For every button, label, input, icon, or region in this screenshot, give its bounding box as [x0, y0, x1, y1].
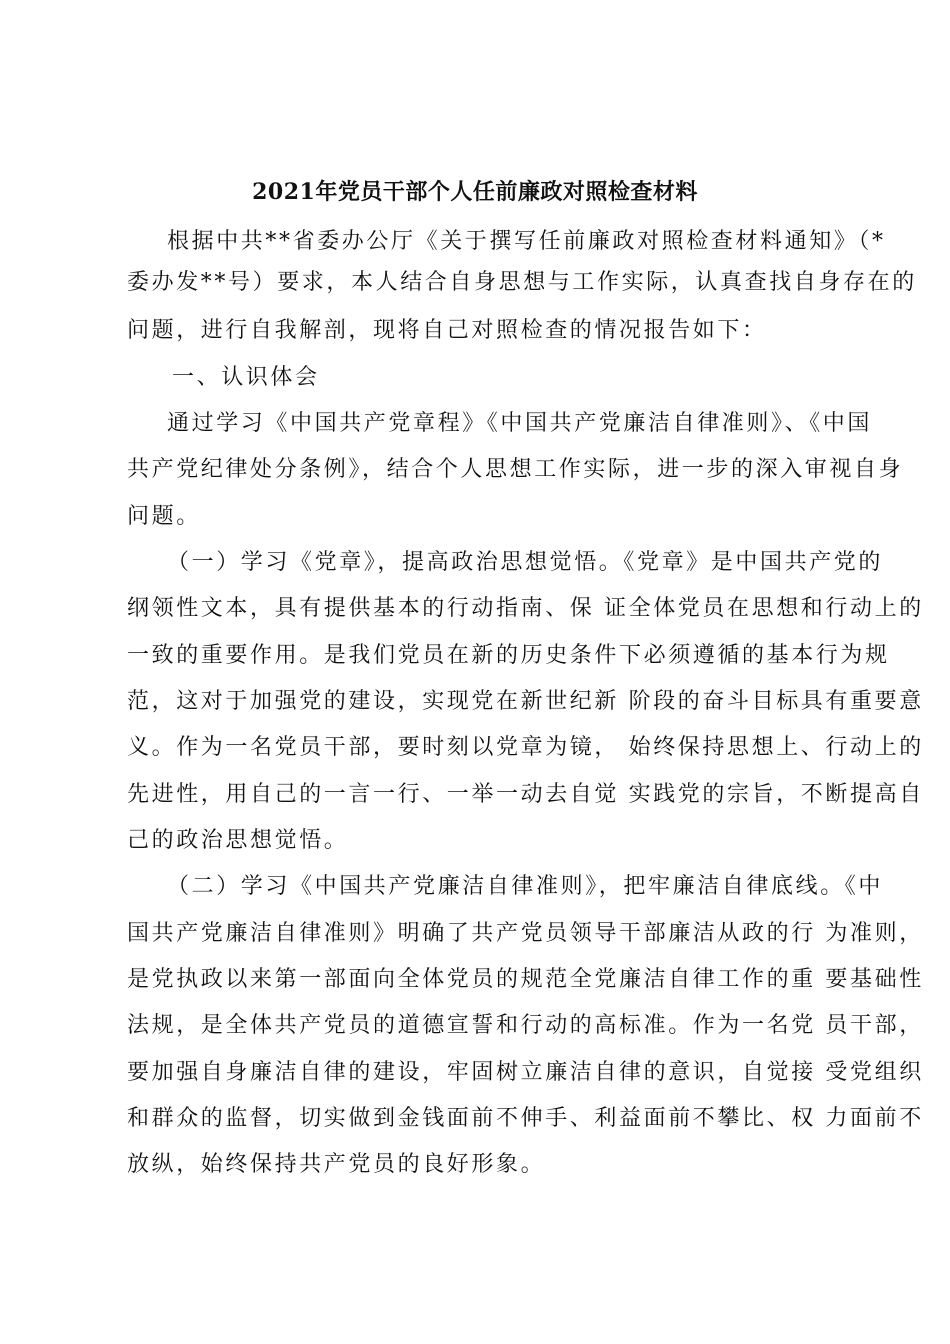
- paragraph-study-line-2: 共产党纪律处分条例》，结合个人思想工作实际，进一步的深入审视自身: [127, 457, 904, 482]
- paragraph-party-charter-line-1: （一）学习《党章》，提高政治思想觉悟。《党章》是中国共产党的: [167, 550, 884, 575]
- paragraph-party-charter-line-4: 范，这对于加强党的建设，实现党在新世纪新 阶段的奋斗目标具有重要意: [127, 689, 924, 714]
- paragraph-integrity-line-7: 放纵，始终保持共产党员的良好形象。: [127, 1152, 546, 1177]
- paragraph-intro-line-1: 根据中共**省委办公厅《关于撰写任前廉政对照检查材料通知》（*: [167, 229, 886, 254]
- paragraph-integrity-line-2: 国共产党廉洁自律准则》明确了共产党员领导干部廉洁从政的行 为准则，: [127, 921, 924, 946]
- paragraph-integrity-line-4: 法规，是全体共产党员的道德宣誓和行动的高标准。作为一名党 员干部，: [127, 1013, 924, 1038]
- paragraph-party-charter-line-5: 义。作为一名党员干部，要时刻以党章为镜， 始终保持思想上、行动上的: [127, 735, 924, 760]
- paragraph-party-charter-line-7: 己的政治思想觉悟。: [127, 828, 349, 853]
- paragraph-integrity-line-3: 是党执政以来第一部面向全体党员的规范全党廉洁自律工作的重 要基础性: [127, 967, 924, 992]
- paragraph-integrity-line-1: （二）学习《中国共产党廉洁自律准则》，把牢廉洁自律底线。《中: [167, 874, 884, 899]
- paragraph-party-charter-line-3: 一致的重要作用。是我们党员在新的历史条件下必须遵循的基本行为规: [127, 643, 890, 668]
- document-title: 2021年党员干部个人任前廉政对照检查材料: [252, 179, 698, 205]
- paragraph-intro-line-3: 问题，进行自我解剖，现将自己对照检查的情况报告如下：: [127, 318, 767, 343]
- paragraph-intro-line-2: 委办发**号）要求，本人结合自身思想与工作实际，认真查找自身存在的: [127, 270, 917, 295]
- paragraph-integrity-line-6: 和群众的监督，切实做到金钱面前不伸手、利益面前不攀比、权 力面前不: [127, 1106, 924, 1131]
- section-heading-1: 一、认识体会: [172, 365, 320, 390]
- paragraph-party-charter-line-2: 纲领性文本，具有提供基本的行动指南、保 证全体党员在思想和行动上的: [127, 596, 924, 621]
- paragraph-integrity-line-5: 要加强自身廉洁自律的建设，牢固树立廉洁自律的意识，自觉接 受党组织: [127, 1060, 924, 1085]
- paragraph-study-line-3: 问题。: [127, 504, 201, 529]
- paragraph-study-line-1: 通过学习《中国共产党章程》《中国共产党廉洁自律准则》、《中国: [167, 411, 873, 436]
- paragraph-party-charter-line-6: 先进性，用自己的一言一行、一举一动去自觉 实践党的宗旨，不断提高自: [127, 782, 924, 807]
